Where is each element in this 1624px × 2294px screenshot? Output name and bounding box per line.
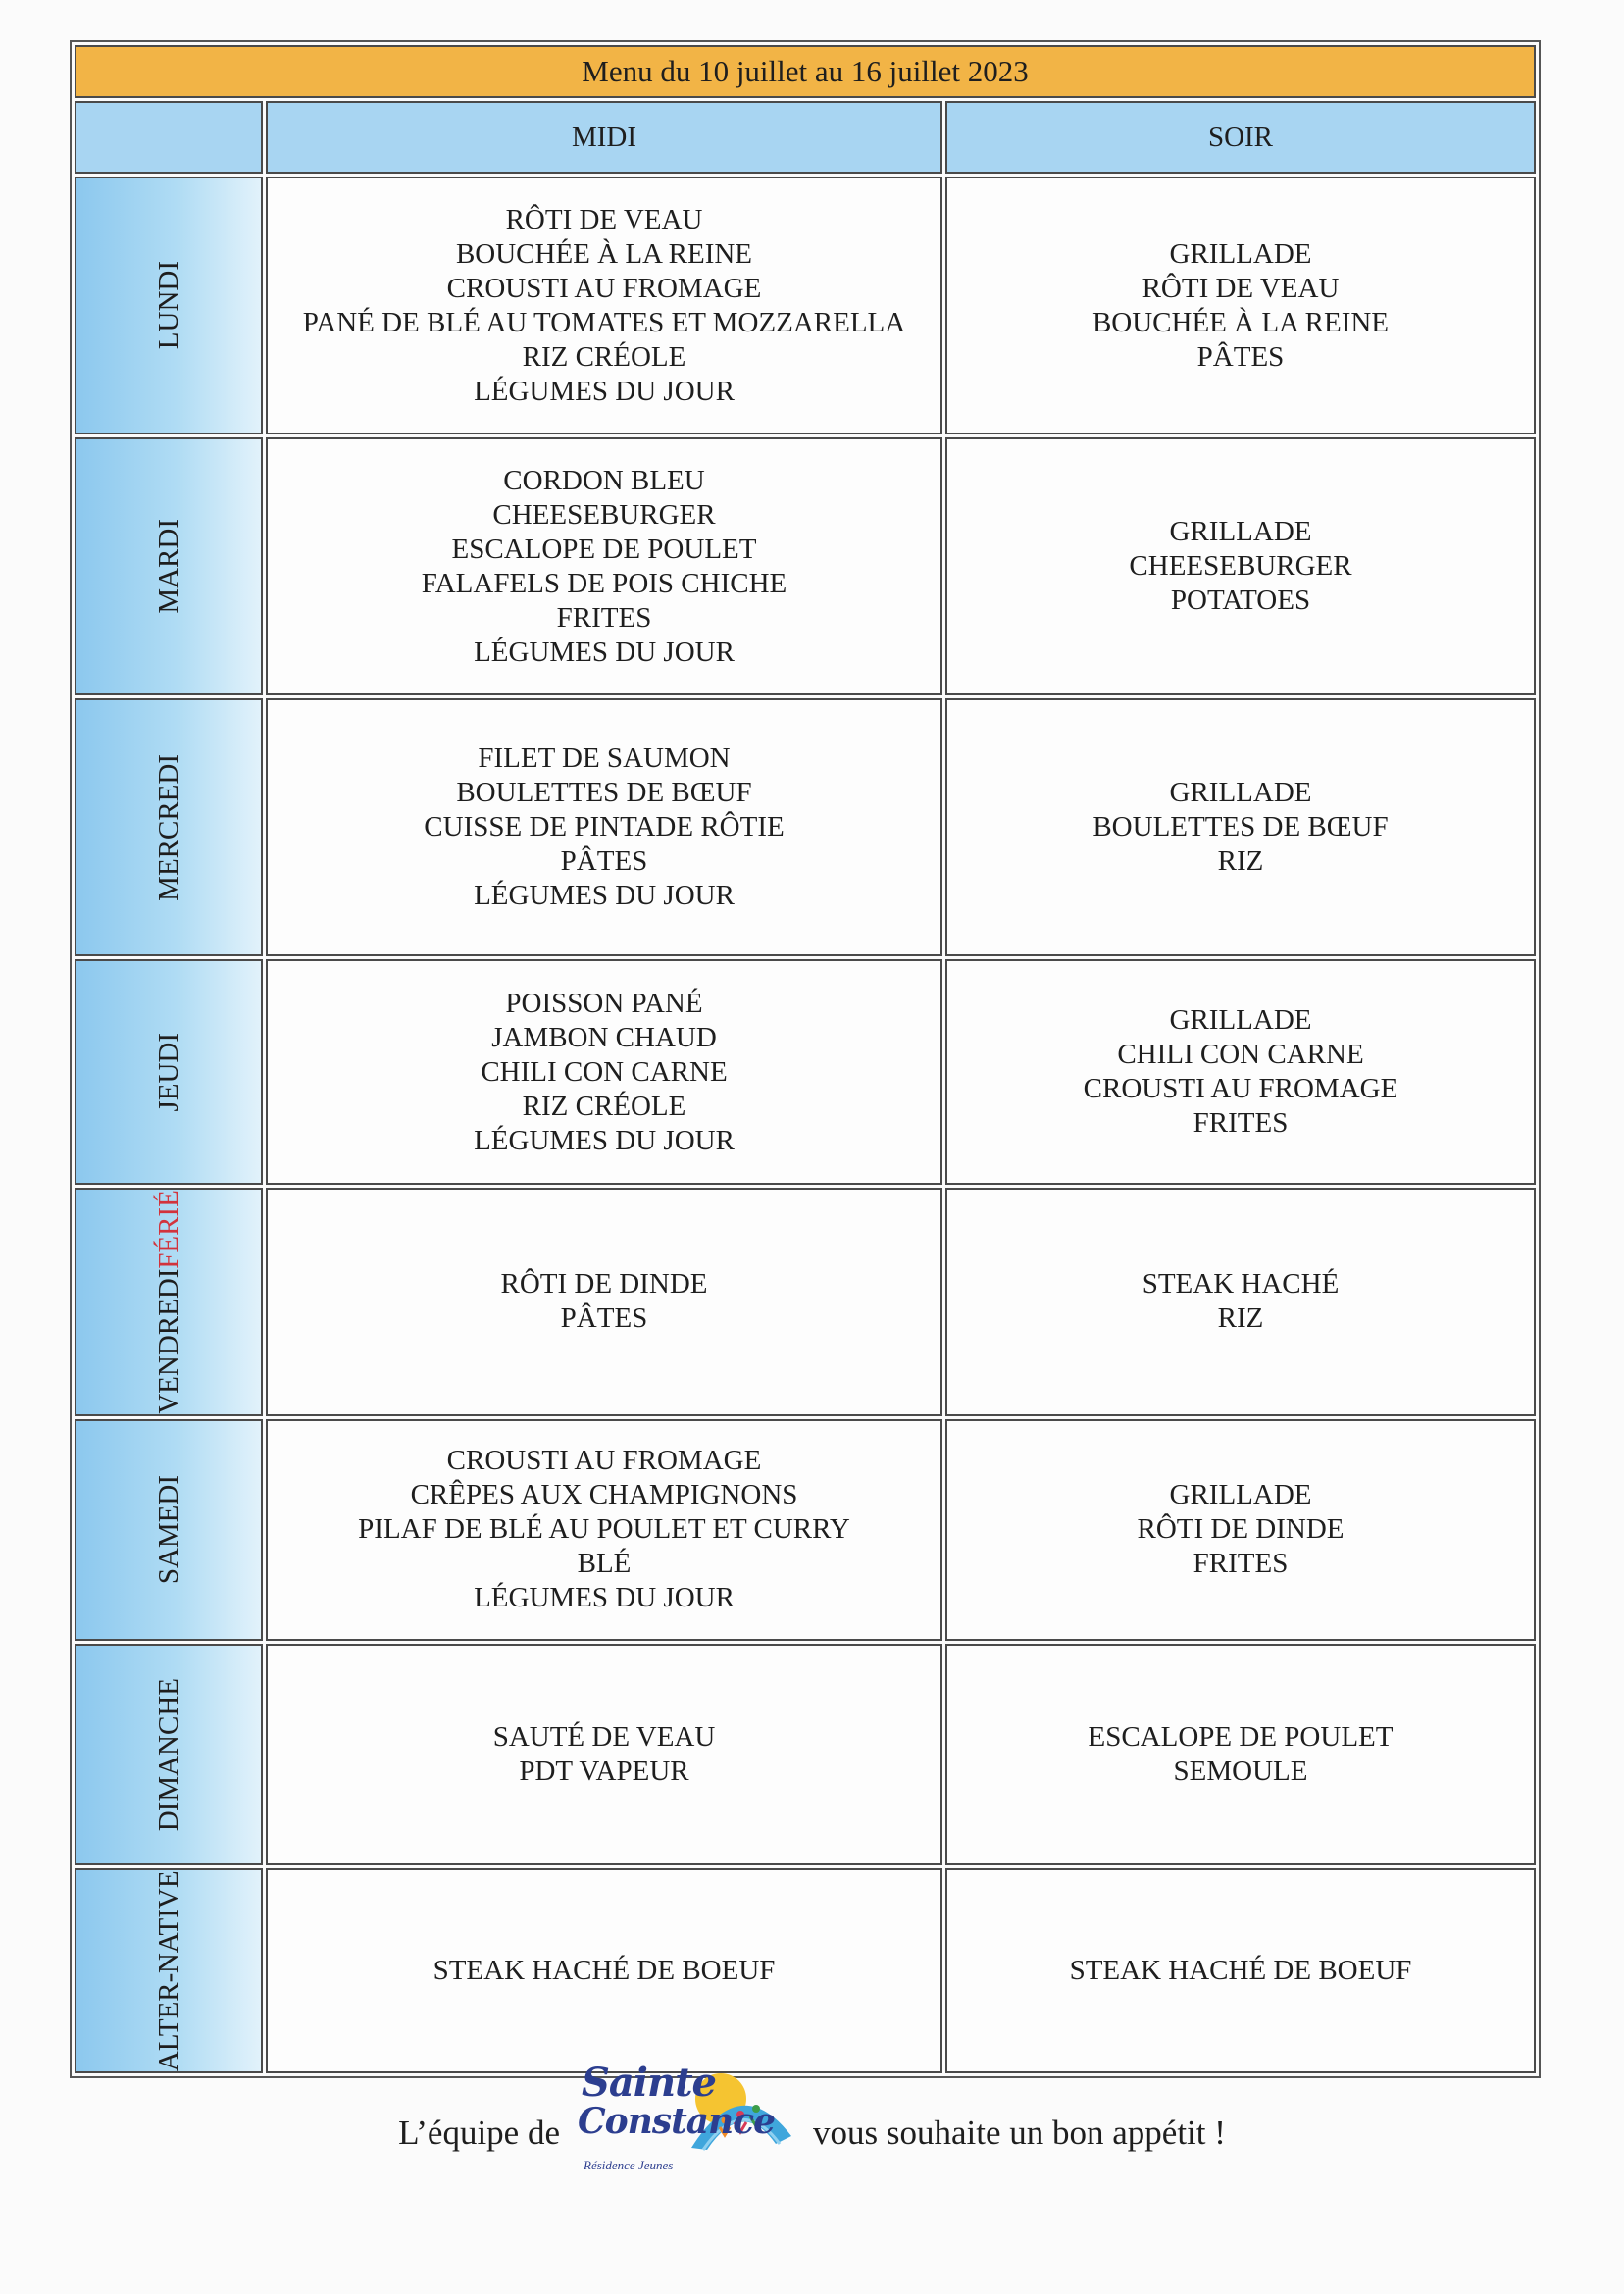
menu-item: GRILLADE [1169, 1004, 1312, 1036]
menu-item: CUISSE DE PINTADE RÔTIE [424, 811, 785, 842]
day-row [75, 959, 1536, 1185]
soir-menu [945, 959, 1536, 1185]
midi-menu [266, 1188, 942, 1416]
menu-item: PDT VAPEUR [519, 1755, 689, 1787]
menu-item: RIZ [1217, 1302, 1264, 1335]
menu-item: BOUCHÉE À LA REINE [1091, 306, 1390, 338]
day-name: VENDREDI [153, 1268, 184, 1414]
menu-item: RIZ CRÉOLE [522, 1090, 686, 1122]
menu-item: CROUSTI AU FROMAGE [446, 272, 762, 304]
day-name: LUNDI [153, 261, 184, 350]
menu-item: PÂTES [560, 845, 648, 877]
menu-item: JAMBON CHAUD [491, 1021, 717, 1053]
logo-text-constance: Constance [578, 2101, 776, 2142]
menu-item: FRITES [556, 601, 652, 634]
menu-item: GRILLADE [1169, 777, 1312, 808]
menu-item: PANÉ DE BLÉ AU TOMATES ET MOZZARELLA [302, 306, 906, 338]
menu-item: CHEESEBURGER [492, 498, 716, 531]
menu-item: GRILLADE [1169, 516, 1312, 547]
menu-item: ESCALOPE DE POULET [451, 533, 757, 565]
midi-menu [266, 1419, 942, 1641]
menu-item: GRILLADE [1169, 237, 1312, 270]
menu-item: PILAF DE BLÉ AU POULET ET CURRY [358, 1513, 850, 1546]
day-label [75, 1188, 263, 1416]
day-label [75, 1419, 263, 1641]
day-row [75, 698, 1536, 956]
menu-item: POISSON PANÉ [505, 987, 703, 1019]
menu-item: PÂTES [1196, 340, 1285, 373]
soir-menu [945, 1644, 1536, 1865]
menu-title: Menu du 10 juillet au 16 juillet 2023 [75, 45, 1536, 98]
day-row [75, 1419, 1536, 1641]
menu-item: CROUSTI AU FROMAGE [446, 1445, 762, 1477]
day-name: MERCREDI [153, 753, 184, 901]
holiday-note: FÉRIÉ [153, 1190, 184, 1269]
day-label [75, 437, 263, 695]
menu-item: SEMOULE [1173, 1755, 1308, 1787]
day-name: SAMEDI [153, 1475, 184, 1585]
header-corner [75, 101, 263, 174]
day-row [75, 177, 1536, 434]
menu-item: SAUTÉ DE VEAU [492, 1720, 716, 1753]
menu-item: BOUCHÉE À LA REINE [455, 237, 753, 270]
day-name: DIMANCHE [153, 1677, 184, 1831]
footer-text-after: vous souhaite un bon appétit ! [813, 2114, 1226, 2152]
menu-item: GRILLADE [1169, 1479, 1312, 1511]
menu-item: BOULETTES DE BŒUF [1092, 811, 1389, 842]
day-label [75, 177, 263, 434]
day-label [75, 698, 263, 956]
menu-item: FALAFELS DE POIS CHICHE [421, 567, 787, 599]
midi-menu [266, 437, 942, 695]
menu-item: CHILI CON CARNE [481, 1055, 728, 1088]
menu-item: RIZ CRÉOLE [522, 340, 686, 373]
menu-item: CROUSTI AU FROMAGE [1083, 1073, 1398, 1104]
soir-menu [945, 1188, 1536, 1416]
menu-item: LÉGUMES DU JOUR [474, 880, 735, 911]
soir-menu [945, 177, 1536, 434]
menu-item: RIZ [1217, 845, 1264, 877]
footer-text-before: L’équipe de [398, 2114, 560, 2152]
menu-item: PÂTES [560, 1302, 648, 1335]
footer [0, 2060, 1624, 2197]
menu-item: LÉGUMES DU JOUR [474, 636, 735, 668]
day-row [75, 1868, 1536, 2073]
sainte-constance-logo [574, 2060, 799, 2197]
day-row [75, 437, 1536, 695]
menu-item: ESCALOPE DE POULET [1088, 1720, 1394, 1753]
menu-item: RÔTI DE VEAU [505, 203, 703, 235]
menu-table [70, 40, 1541, 2078]
menu-item: RÔTI DE VEAU [1142, 272, 1340, 304]
menu-item: BOULETTES DE BŒUF [456, 777, 752, 808]
menu-item: STEAK HACHÉ DE BOEUF [1069, 1954, 1412, 1986]
menu-item: CHILI CON CARNE [1117, 1039, 1364, 1070]
day-name: MARDI [153, 519, 184, 614]
menu-item: CHEESEBURGER [1129, 550, 1352, 582]
day-label [75, 1868, 263, 2073]
soir-menu [945, 437, 1536, 695]
midi-menu [266, 959, 942, 1185]
column-header-midi: MIDI [266, 101, 942, 174]
day-name: NATIVE [153, 1869, 184, 1973]
soir-menu [945, 1419, 1536, 1641]
midi-menu [266, 698, 942, 956]
menu-item: FRITES [1193, 1107, 1289, 1139]
menu-item: FILET DE SAUMON [478, 742, 731, 774]
menu-item: CORDON BLEU [503, 464, 705, 496]
logo-text-sainte: Sainte [582, 2060, 717, 2106]
menu-item: RÔTI DE DINDE [500, 1268, 708, 1300]
day-label [75, 959, 263, 1185]
midi-menu [266, 177, 942, 434]
menu-item: CRÊPES AUX CHAMPIGNONS [410, 1479, 798, 1511]
menu-item: STEAK HACHÉ [1142, 1268, 1340, 1300]
menu-item: POTATOES [1170, 585, 1311, 616]
day-row [75, 1188, 1536, 1416]
day-name: ALTER- [153, 1972, 184, 2071]
menu-item: LÉGUMES DU JOUR [474, 1582, 735, 1614]
midi-menu [266, 1644, 942, 1865]
column-header-soir: SOIR [945, 101, 1536, 174]
soir-menu [945, 1868, 1536, 2073]
menu-item: BLÉ [577, 1548, 632, 1580]
menu-item: LÉGUMES DU JOUR [474, 375, 735, 407]
day-label [75, 1644, 263, 1865]
midi-menu [266, 1868, 942, 2073]
menu-item: LÉGUMES DU JOUR [474, 1124, 735, 1156]
logo-tagline: Résidence Jeunes [584, 2158, 674, 2172]
menu-item: RÔTI DE DINDE [1137, 1513, 1345, 1546]
day-row [75, 1644, 1536, 1865]
day-name: JEUDI [153, 1032, 184, 1112]
soir-menu [945, 698, 1536, 956]
menu-item: FRITES [1193, 1548, 1289, 1580]
menu-item: STEAK HACHÉ DE BOEUF [432, 1954, 776, 1986]
